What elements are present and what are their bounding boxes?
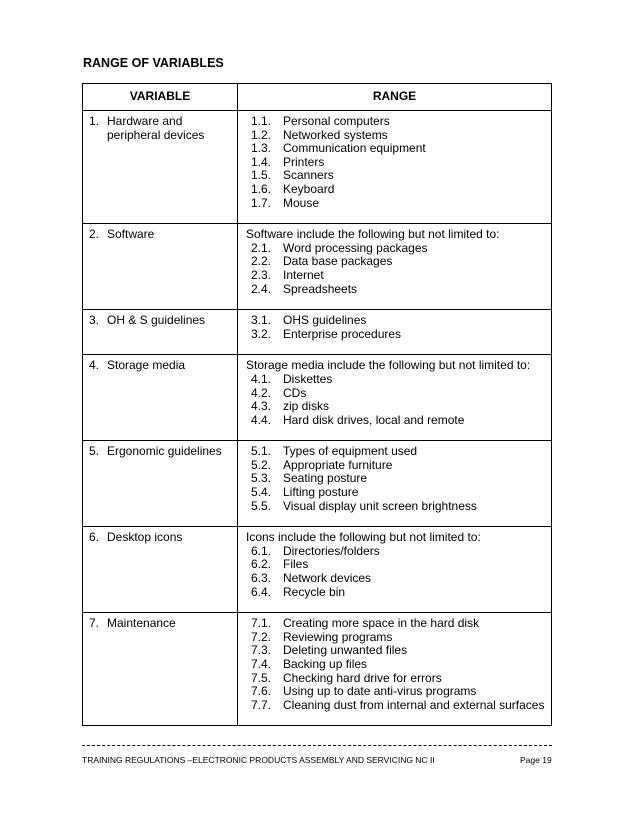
range-item-number: 3.1. bbox=[251, 313, 272, 328]
range-list-item bbox=[246, 545, 547, 559]
range-intro: Storage media include the following but not limited to: bbox=[246, 358, 531, 373]
range-item-number: 2.3. bbox=[251, 267, 272, 282]
range-item-number: 1.6. bbox=[251, 181, 272, 196]
range-list-item bbox=[246, 586, 547, 600]
range-item-text: Network devices bbox=[283, 571, 372, 586]
range-item-text: Scanners bbox=[283, 168, 334, 183]
range-item-text: Diskettes bbox=[283, 371, 333, 386]
range-list-item bbox=[246, 500, 547, 514]
range-item-number: 1.5. bbox=[251, 168, 272, 183]
range-column-header: RANGE bbox=[238, 84, 552, 111]
range-item-text: Enterprise procedures bbox=[283, 326, 402, 341]
range-list-item bbox=[246, 387, 547, 401]
range-list-item bbox=[246, 314, 547, 328]
range-list-item bbox=[246, 269, 547, 283]
range-item-text: Data base packages bbox=[283, 254, 393, 269]
range-item-number: 5.1. bbox=[251, 444, 272, 459]
range-list-item bbox=[246, 459, 547, 473]
range-item-number: 4.3. bbox=[251, 399, 272, 414]
variable-number: 1. bbox=[89, 114, 100, 128]
range-item-number: 2.2. bbox=[251, 254, 272, 269]
range-list-item bbox=[246, 414, 547, 428]
range-item-text: Types of equipment used bbox=[283, 444, 418, 459]
range-item-text: Files bbox=[283, 557, 309, 572]
range-item-number: 6.3. bbox=[251, 571, 272, 586]
range-item-number: 4.2. bbox=[251, 385, 272, 400]
range-item-number: 2.1. bbox=[251, 240, 272, 255]
range-list-item bbox=[246, 472, 547, 486]
range-item-number: 6.4. bbox=[251, 584, 272, 599]
range-list-item bbox=[246, 169, 547, 183]
range-list-item bbox=[246, 644, 547, 658]
range-list-item bbox=[246, 156, 547, 170]
variable-number: 3. bbox=[89, 313, 100, 328]
range-item-text: Spreadsheets bbox=[283, 281, 358, 296]
range-item-number: 1.7. bbox=[251, 195, 272, 210]
range-list-item bbox=[246, 572, 547, 586]
range-list-item bbox=[246, 631, 547, 645]
range-item-number: 7.7. bbox=[251, 697, 272, 712]
range-cell bbox=[238, 441, 552, 527]
range-item-text: Internet bbox=[283, 267, 324, 282]
range-cell bbox=[238, 111, 552, 224]
range-intro: Icons include the following but not limited to: bbox=[246, 530, 481, 545]
variable-entry bbox=[87, 359, 233, 373]
range-item-text: Backing up files bbox=[283, 657, 368, 671]
range-item-text: OHS guidelines bbox=[283, 313, 367, 328]
range-item-number: 6.1. bbox=[251, 543, 272, 558]
range-cell bbox=[238, 224, 552, 310]
range-item-number: 4.4. bbox=[251, 412, 272, 427]
variable-entry bbox=[87, 617, 233, 631]
range-item-text: Recycle bin bbox=[283, 584, 346, 599]
variable-number: 6. bbox=[89, 530, 100, 545]
range-item-number: 3.2. bbox=[251, 326, 272, 341]
variable-label: Maintenance bbox=[107, 616, 176, 631]
range-cell bbox=[238, 527, 552, 613]
range-item-text: Seating posture bbox=[283, 471, 368, 486]
variable-label: Desktop icons bbox=[107, 530, 183, 545]
range-cell bbox=[238, 355, 552, 441]
table-row bbox=[83, 527, 552, 613]
range-list-item bbox=[246, 142, 547, 156]
range-item-text: Checking hard drive for errors bbox=[283, 670, 442, 685]
variable-number: 2. bbox=[89, 227, 100, 242]
range-of-variables-table bbox=[82, 83, 552, 726]
range-list-item bbox=[246, 699, 547, 713]
range-list-item bbox=[246, 558, 547, 572]
range-list-item bbox=[246, 672, 547, 686]
variable-label: Software bbox=[107, 227, 155, 242]
range-item-number: 7.6. bbox=[251, 684, 272, 699]
range-item-text: CDs bbox=[283, 385, 307, 400]
range-list-item bbox=[246, 129, 547, 143]
range-item-text: Directories/folders bbox=[283, 543, 380, 558]
variable-number: 7. bbox=[89, 616, 100, 631]
footer-divider bbox=[82, 745, 552, 746]
variable-cell bbox=[83, 441, 238, 527]
table-row bbox=[83, 310, 552, 355]
range-list-item bbox=[246, 658, 547, 672]
range-item-number: 7.2. bbox=[251, 629, 272, 644]
range-item-number: 5.4. bbox=[251, 485, 272, 500]
footer-page-number: Page 19 bbox=[520, 755, 552, 765]
range-item-text: Word processing packages bbox=[283, 240, 428, 255]
range-intro: Software include the following but not limited to: bbox=[246, 227, 500, 242]
range-item-number: 1.1. bbox=[251, 114, 272, 128]
range-item-text: Deleting unwanted files bbox=[283, 643, 408, 658]
range-item-text: Appropriate furniture bbox=[283, 457, 393, 472]
range-item-number: 2.4. bbox=[251, 281, 272, 296]
range-item-number: 7.5. bbox=[251, 670, 272, 685]
variable-number: 4. bbox=[89, 358, 100, 373]
range-item-number: 6.2. bbox=[251, 557, 272, 572]
range-list-item bbox=[246, 115, 547, 129]
variable-cell bbox=[83, 613, 238, 726]
variable-label: Ergonomic guidelines bbox=[107, 444, 222, 459]
range-list-item bbox=[246, 255, 547, 269]
range-item-number: 4.1. bbox=[251, 371, 272, 386]
table-row bbox=[83, 111, 552, 224]
variable-entry bbox=[87, 228, 233, 242]
range-list-item bbox=[246, 197, 547, 211]
range-item-number: 7.3. bbox=[251, 643, 272, 658]
range-item-text: Creating more space in the hard disk bbox=[283, 616, 480, 631]
table-row bbox=[83, 355, 552, 441]
variable-cell bbox=[83, 111, 238, 224]
range-item-number: 1.3. bbox=[251, 141, 272, 156]
variable-label: Hardware and peripheral devices bbox=[107, 114, 205, 142]
variable-entry bbox=[87, 314, 233, 328]
variable-cell bbox=[83, 224, 238, 310]
range-list-item bbox=[246, 283, 547, 297]
table-row bbox=[83, 613, 552, 726]
variable-column-header: VARIABLE bbox=[83, 84, 238, 111]
variable-label: Storage media bbox=[107, 358, 186, 373]
range-item-text: Visual display unit screen brightness bbox=[283, 498, 477, 513]
range-item-number: 7.4. bbox=[251, 657, 272, 671]
variable-entry bbox=[87, 115, 233, 142]
range-list-item bbox=[246, 328, 547, 342]
page-title: RANGE OF VARIABLES bbox=[83, 56, 224, 70]
range-item-text: Keyboard bbox=[283, 181, 335, 196]
variable-label: OH & S guidelines bbox=[107, 313, 206, 328]
range-item-number: 1.4. bbox=[251, 154, 272, 169]
range-item-text: Lifting posture bbox=[283, 485, 359, 500]
variable-cell bbox=[83, 527, 238, 613]
table-header-row bbox=[83, 84, 552, 111]
range-item-text: Using up to date anti-virus programs bbox=[283, 684, 477, 699]
range-item-text: Cleaning dust from internal and external surfaces bbox=[283, 697, 545, 712]
range-item-text: Communication equipment bbox=[283, 141, 426, 156]
variable-entry bbox=[87, 531, 233, 545]
variable-number: 5. bbox=[89, 444, 100, 459]
range-list-item bbox=[246, 685, 547, 699]
range-list-item bbox=[246, 400, 547, 414]
range-item-number: 7.1. bbox=[251, 616, 272, 631]
range-item-text: Personal computers bbox=[283, 114, 390, 128]
range-item-number: 1.2. bbox=[251, 127, 272, 142]
variable-entry bbox=[87, 445, 233, 459]
range-item-text: Mouse bbox=[283, 195, 320, 210]
footer-document-title: TRAINING REGULATIONS –ELECTRONIC PRODUCTS ASSEMBLY AND SERVICING NC II bbox=[82, 755, 435, 765]
table-row bbox=[83, 224, 552, 310]
range-item-number: 5.3. bbox=[251, 471, 272, 486]
range-list-item bbox=[246, 183, 547, 197]
range-item-text: Printers bbox=[283, 154, 325, 169]
range-list-item bbox=[246, 373, 547, 387]
range-item-number: 5.5. bbox=[251, 498, 272, 513]
table-body bbox=[83, 111, 552, 726]
range-list-item bbox=[246, 445, 547, 459]
range-item-text: Networked systems bbox=[283, 127, 388, 142]
range-list-item bbox=[246, 617, 547, 631]
variable-cell bbox=[83, 310, 238, 355]
range-cell bbox=[238, 613, 552, 726]
range-item-number: 5.2. bbox=[251, 457, 272, 472]
range-list-item bbox=[246, 486, 547, 500]
range-list-item bbox=[246, 242, 547, 256]
range-item-text: Reviewing programs bbox=[283, 629, 393, 644]
range-item-text: Hard disk drives, local and remote bbox=[283, 412, 465, 427]
range-cell bbox=[238, 310, 552, 355]
table-row bbox=[83, 441, 552, 527]
range-item-text: zip disks bbox=[283, 399, 330, 414]
variable-cell bbox=[83, 355, 238, 441]
